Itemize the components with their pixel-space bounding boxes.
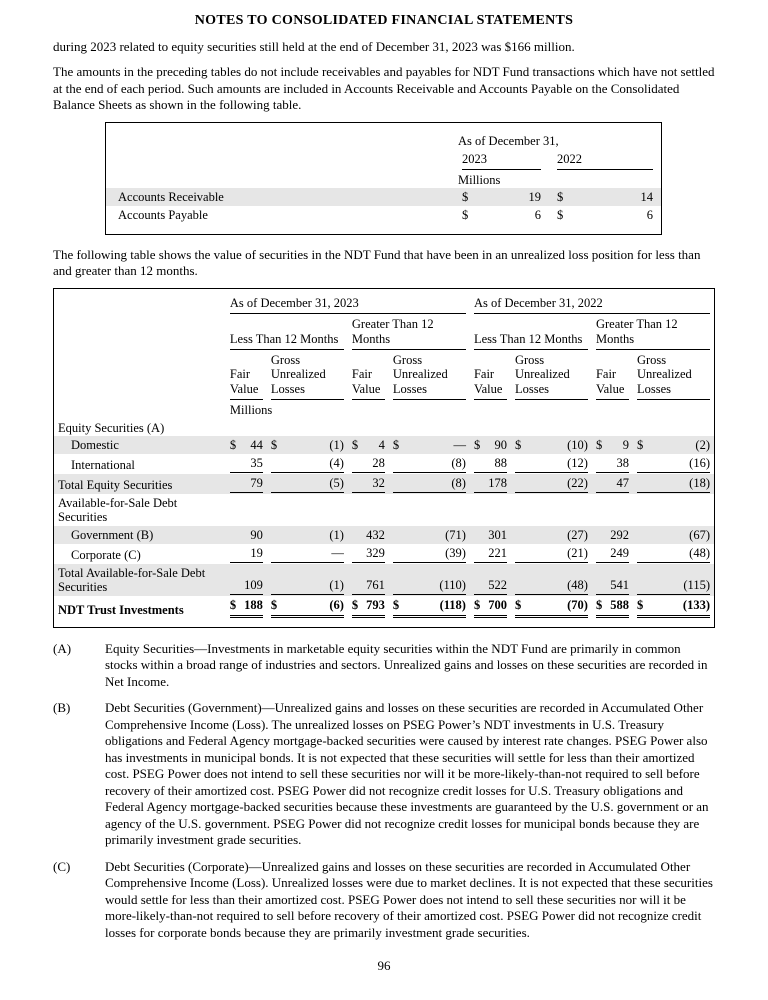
table1-empty-cell xyxy=(106,171,454,189)
currency-symbol: $ xyxy=(270,438,278,453)
table2-period-header xyxy=(592,315,714,351)
table1-unit-label: Millions xyxy=(457,172,501,187)
column-header-label: Fair Value xyxy=(474,367,507,400)
currency-symbol: $ xyxy=(351,598,359,612)
table2-group-header-2023 xyxy=(226,294,470,315)
value-cell xyxy=(267,544,348,564)
column-header-label: Fair Value xyxy=(352,367,385,400)
cell-value: (4) xyxy=(329,456,344,470)
table2-column-header-row xyxy=(54,351,714,401)
value-cell xyxy=(470,564,511,597)
cell-value: (39) xyxy=(445,545,466,560)
cell-value: 793 xyxy=(366,598,385,612)
value-cell xyxy=(389,544,470,564)
paragraph-receivables-payables: The amounts in the preceding tables do not include receivables and payables for NDT Fund transactions which have not settled at the end of each period. Such amounts are included in Accounts Receivable and Accounts Payable on the Consolidated Balance Sheets as shown in the following table. xyxy=(53,64,715,112)
cell-value: 178 xyxy=(488,475,507,490)
table-row xyxy=(54,564,714,597)
value-cell xyxy=(511,544,592,564)
paragraph-unrealized-loss-intro: The following table shows the value of securities in the NDT Fund that have been in an unrealized loss position for less than and greater than 12 months. xyxy=(53,246,701,278)
value-cell xyxy=(267,564,348,597)
currency-symbol: $ xyxy=(473,438,481,453)
cell-value: (67) xyxy=(689,528,710,542)
empty-cell xyxy=(226,494,714,527)
value-cell xyxy=(470,474,511,494)
cell-value: (1) xyxy=(329,528,344,542)
value-cell xyxy=(549,188,661,206)
cell-value: 329 xyxy=(366,545,385,560)
value-cell xyxy=(348,544,389,564)
table2-column-header xyxy=(226,351,267,401)
value-cell xyxy=(511,436,592,454)
cell-value: 19 xyxy=(528,190,541,205)
cell-value: 761 xyxy=(366,578,385,593)
cell-value: (21) xyxy=(567,545,588,560)
table2-empty-cell xyxy=(54,401,226,419)
table2-group-header-row xyxy=(54,294,714,315)
currency-symbol: $ xyxy=(636,598,644,612)
value-cell xyxy=(267,596,348,619)
table2-corner-cell xyxy=(54,294,226,315)
unrealized-loss-table-grid xyxy=(54,294,714,619)
cell-value: 588 xyxy=(610,598,629,612)
table2-period-header-row xyxy=(54,315,714,351)
cell-value: (48) xyxy=(689,545,710,560)
table1-year-header-row xyxy=(106,150,661,171)
footnote-a xyxy=(53,641,715,691)
cell-value: (16) xyxy=(689,456,710,470)
value-cell xyxy=(511,454,592,474)
cell-value: (8) xyxy=(451,475,466,490)
value-cell xyxy=(592,454,633,474)
row-label: NDT Trust Investments xyxy=(58,603,184,617)
row-label: Corporate (C) xyxy=(71,547,141,562)
cell-value: (71) xyxy=(445,528,466,542)
cell-value: 541 xyxy=(610,578,629,593)
cell-value: 44 xyxy=(250,438,263,453)
table-row xyxy=(54,544,714,564)
value-cell xyxy=(389,454,470,474)
currency-symbol: $ xyxy=(461,190,469,205)
row-label: Total Equity Securities xyxy=(58,477,173,492)
table2-column-header xyxy=(389,351,470,401)
table2-period-header xyxy=(348,315,470,351)
cell-value: (70) xyxy=(567,598,588,612)
value-cell xyxy=(633,564,714,597)
currency-symbol: $ xyxy=(392,598,400,612)
table-row xyxy=(54,474,714,494)
currency-symbol: $ xyxy=(514,438,522,453)
cell-value: 79 xyxy=(250,475,263,490)
period-header-label: Less Than 12 Months xyxy=(474,332,588,350)
cell-value: 249 xyxy=(610,545,629,560)
footnote-text: Equity Securities—Investments in marketable equity securities within the NDT Fund are primarily in common stocks within a broad range of industries and sectors. Unrealized gains and losses on these securities are recorded in Net Income. xyxy=(105,640,708,689)
currency-symbol: $ xyxy=(595,438,603,453)
value-cell xyxy=(348,436,389,454)
cell-value: 90 xyxy=(494,438,507,453)
column-header-label: Fair Value xyxy=(596,367,629,400)
table1-empty-cell xyxy=(106,150,454,171)
table-row xyxy=(54,596,714,619)
cell-value: 19 xyxy=(250,545,263,560)
cell-value: 188 xyxy=(244,598,263,612)
empty-cell xyxy=(226,419,714,437)
value-cell xyxy=(592,596,633,619)
cell-value: (5) xyxy=(329,475,344,490)
currency-symbol: $ xyxy=(461,208,469,222)
table1-group-header: As of December 31, xyxy=(457,134,559,148)
cell-value: (118) xyxy=(439,598,466,612)
value-cell xyxy=(511,596,592,619)
currency-symbol: $ xyxy=(392,438,400,453)
paragraph-continuation: during 2023 related to equity securities still held at the end of December 31, 2023 was $166 million. xyxy=(53,39,575,54)
cell-value: (18) xyxy=(689,475,710,490)
table-row xyxy=(54,436,714,454)
receivables-payables-table-grid xyxy=(106,132,661,224)
cell-value: (22) xyxy=(567,475,588,490)
value-cell xyxy=(633,436,714,454)
value-cell xyxy=(226,474,267,494)
row-label: Total Available-for-Sale Debt Securities xyxy=(58,565,206,595)
row-label: International xyxy=(71,458,135,472)
footnote-b xyxy=(53,700,715,849)
table-row xyxy=(54,526,714,544)
table-row xyxy=(106,188,661,206)
table2-unit-label: Millions xyxy=(229,402,273,417)
period-header-label: Greater Than 12 Months xyxy=(596,317,710,350)
table2-column-header xyxy=(592,351,633,401)
value-cell xyxy=(633,526,714,544)
table1-unit-row xyxy=(106,171,661,189)
value-cell xyxy=(348,474,389,494)
table2-column-header xyxy=(348,351,389,401)
value-cell xyxy=(511,564,592,597)
footnote-label: (C) xyxy=(53,858,71,874)
cell-value: 90 xyxy=(250,528,263,542)
value-cell xyxy=(470,596,511,619)
cell-value: 6 xyxy=(646,208,653,222)
row-label: Government (B) xyxy=(71,528,154,542)
value-cell xyxy=(633,544,714,564)
page-number: 96 xyxy=(377,958,391,973)
row-label: Domestic xyxy=(71,438,119,453)
footnote-c xyxy=(53,859,715,942)
table2-column-header xyxy=(511,351,592,401)
cell-value: (1) xyxy=(329,578,344,593)
column-header-label: Gross Unrealized Losses xyxy=(515,353,588,400)
cell-value: (115) xyxy=(683,578,710,593)
value-cell xyxy=(592,564,633,597)
value-cell xyxy=(348,596,389,619)
value-cell xyxy=(454,188,549,206)
value-cell xyxy=(511,526,592,544)
table-row xyxy=(54,454,714,474)
currency-symbol: $ xyxy=(514,598,522,612)
value-cell xyxy=(454,206,549,224)
table2-column-header xyxy=(267,351,348,401)
cell-value: 88 xyxy=(494,456,507,470)
value-cell xyxy=(511,474,592,494)
cell-value: 35 xyxy=(250,456,263,470)
value-cell xyxy=(348,454,389,474)
currency-symbol: $ xyxy=(636,438,644,453)
value-cell xyxy=(267,526,348,544)
cell-value: 522 xyxy=(488,578,507,593)
cell-value: (10) xyxy=(567,438,588,453)
value-cell xyxy=(389,436,470,454)
value-cell xyxy=(592,474,633,494)
table2-group-header-2022 xyxy=(470,294,714,315)
cell-value: 301 xyxy=(488,528,507,542)
value-cell xyxy=(226,454,267,474)
value-cell xyxy=(267,474,348,494)
cell-value: 14 xyxy=(640,190,653,205)
cell-value: (133) xyxy=(682,598,710,612)
value-cell xyxy=(592,544,633,564)
table2-period-header xyxy=(226,315,348,351)
value-cell xyxy=(389,596,470,619)
column-header-label: Gross Unrealized Losses xyxy=(637,353,710,400)
page-title: NOTES TO CONSOLIDATED FINANCIAL STATEMENTS xyxy=(194,13,574,28)
unrealized-loss-table xyxy=(53,288,715,628)
footnote-label: (A) xyxy=(53,640,72,656)
cell-value: 109 xyxy=(244,578,263,593)
cell-value: (48) xyxy=(567,578,588,593)
row-label: Accounts Payable xyxy=(118,208,208,222)
cell-value: — xyxy=(331,545,344,560)
column-header-label: Fair Value xyxy=(230,367,263,400)
cell-value: 6 xyxy=(534,208,541,222)
value-cell xyxy=(389,564,470,597)
cell-value: 292 xyxy=(610,528,629,542)
cell-value: (1) xyxy=(329,438,344,453)
period-header-label: Less Than 12 Months xyxy=(230,332,344,350)
cell-value: — xyxy=(453,438,466,453)
table-row xyxy=(54,419,714,437)
value-cell xyxy=(389,526,470,544)
value-cell xyxy=(633,474,714,494)
year-header-label: 2023 xyxy=(462,152,541,170)
currency-symbol: $ xyxy=(556,208,564,222)
row-label: Equity Securities (A) xyxy=(58,420,165,435)
group-header-label: As of December 31, 2022 xyxy=(474,296,710,314)
cell-value: (8) xyxy=(451,456,466,470)
value-cell xyxy=(592,526,633,544)
cell-value: 47 xyxy=(616,475,629,490)
table2-empty-cell xyxy=(54,315,226,351)
value-cell xyxy=(633,596,714,619)
footnote-text: Debt Securities (Corporate)—Unrealized gains and losses on these securities are recorded in Accumulated Other Comprehensive Income (Loss). Unrealized losses were due to market declines. It is not expected that these securities would settle for less than their amortized cost. PSEG Power does not intend to sell these securities nor will it be more-likely-than-not required to sell before recovery of their amortized cost. PSEG Power did not recognize credit losses for corporate bonds because they are primarily investment grade securities. xyxy=(105,858,713,940)
value-cell xyxy=(226,564,267,597)
table2-unit-row xyxy=(54,401,714,419)
value-cell xyxy=(592,436,633,454)
currency-symbol: $ xyxy=(351,438,359,453)
currency-symbol: $ xyxy=(556,190,564,205)
footnotes-section xyxy=(53,641,715,942)
group-header-label: As of December 31, 2023 xyxy=(230,296,466,314)
table2-column-header xyxy=(470,351,511,401)
value-cell xyxy=(267,436,348,454)
value-cell xyxy=(226,596,267,619)
year-header-label: 2022 xyxy=(557,152,653,170)
cell-value: 432 xyxy=(366,528,385,542)
cell-value: (6) xyxy=(329,598,344,612)
row-label: Accounts Receivable xyxy=(118,190,224,205)
row-label: Available-for-Sale Debt Securities xyxy=(58,495,178,525)
table1-group-header-row xyxy=(106,132,661,150)
cell-value: (27) xyxy=(567,528,588,542)
table2-column-header xyxy=(633,351,714,401)
value-cell xyxy=(470,544,511,564)
value-cell xyxy=(267,454,348,474)
currency-symbol: $ xyxy=(270,598,278,612)
currency-symbol: $ xyxy=(473,598,481,612)
value-cell xyxy=(226,526,267,544)
value-cell xyxy=(633,454,714,474)
cell-value: 221 xyxy=(488,545,507,560)
cell-value: 700 xyxy=(488,598,507,612)
cell-value: 4 xyxy=(378,438,385,453)
value-cell xyxy=(226,544,267,564)
value-cell xyxy=(226,436,267,454)
currency-symbol: $ xyxy=(229,598,237,612)
cell-value: (12) xyxy=(567,456,588,470)
cell-value: 38 xyxy=(616,456,629,470)
cell-value: 32 xyxy=(372,475,385,490)
table2-empty-cell xyxy=(54,351,226,401)
table1-corner-cell xyxy=(106,132,454,150)
table-row xyxy=(106,206,661,224)
column-header-label: Gross Unrealized Losses xyxy=(271,353,344,400)
cell-value: 9 xyxy=(622,438,629,453)
currency-symbol: $ xyxy=(595,598,603,612)
table1-year-2023 xyxy=(454,150,549,171)
table1-year-2022 xyxy=(549,150,661,171)
table2-period-header xyxy=(470,315,592,351)
table-row xyxy=(54,494,714,527)
value-cell xyxy=(348,526,389,544)
footnote-text: Debt Securities (Government)—Unrealized gains and losses on these securities are recorded in Accumulated Other Comprehensive Income (Loss). The unrealized losses on PSEG Power’s NDT investments in U.S. Treasury obligations and Federal Agency mortgage-backed securities were caused by interest rate changes. PSEG Power also has investments in municipal bonds. It is not expected that these securities will settle for less than their amortized cost. PSEG Power does not intend to sell these securities nor will it be more-likely-than-not required to sell before recovery of their amortized cost. PSEG Power did not recognize credit losses for U.S. Treasury obligations and Federal Agency mortgage-backed securities because these investments are guaranteed by the U.S. government or an agency of the U.S. government. PSEG Power did not recognize credit losses for municipal bonds because they are primarily investment grade securities. xyxy=(105,700,709,848)
value-cell xyxy=(549,206,661,224)
value-cell xyxy=(389,474,470,494)
currency-symbol: $ xyxy=(229,438,237,453)
value-cell xyxy=(470,454,511,474)
period-header-label: Greater Than 12 Months xyxy=(352,317,466,350)
cell-value: (110) xyxy=(439,578,466,593)
cell-value: 28 xyxy=(372,456,385,470)
cell-value: (2) xyxy=(695,438,710,453)
value-cell xyxy=(348,564,389,597)
column-header-label: Gross Unrealized Losses xyxy=(393,353,466,400)
footnote-label: (B) xyxy=(53,700,71,716)
value-cell xyxy=(470,436,511,454)
receivables-payables-table xyxy=(105,122,662,235)
value-cell xyxy=(470,526,511,544)
